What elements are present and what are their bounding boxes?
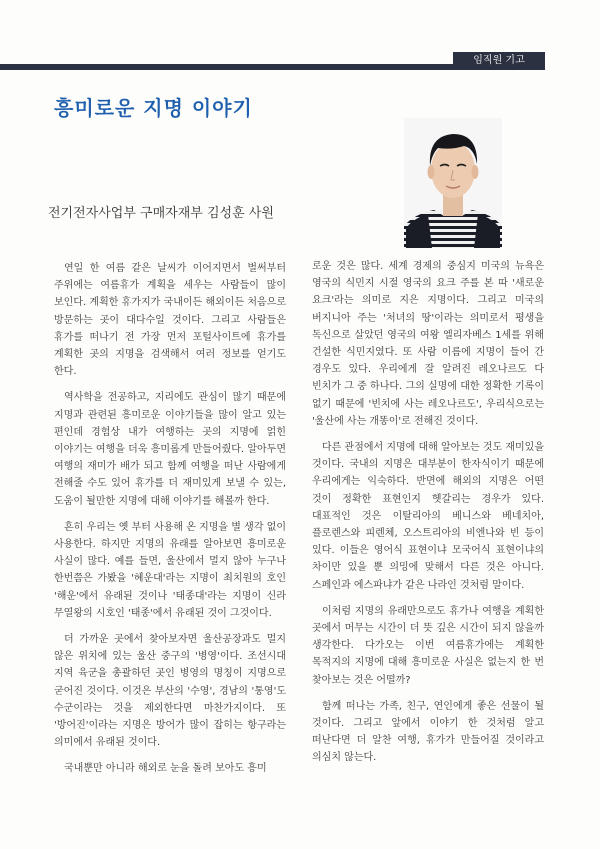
- paragraph: 로운 것은 많다. 세계 경제의 중심지 미국의 뉴욕은 영국의 식민지 시절 영국의 요크 주를 본 따 '새로운 요크'라는 의미로 지은 지명이다. 그리고 미국의 버지니아 주는 '처녀의 땅'이라는 의미로서 평생을 독신으로 살았던 영국의 여왕 엘리자베스 1세를 위해 건설한 식민지였다. 또 사람 이름에 지명이 들어 간 경우도 있다. 우리에게 잘 알려진 레오나르도 다 빈치가 그 중 하나다. 그의 실명에 대한 정확한 기록이 없기 때문에 '빈치에 사는 레오나르도', 우리식으로는 '울산에 사는 개똥이'로 전해진 것이다.: [312, 261, 544, 427]
- author-photo: [404, 118, 502, 248]
- article-column-left: [54, 260, 286, 787]
- paragraph: 더 가까운 곳에서 찾아보자면 울산공장과도 멀지 않은 위치에 있는 울산 중구의 '병영'이다. 조선시대 지역 육군을 총괄하던 곳인 병영의 명칭이 지명으로 굳어진 것이다. 이것은 부산의 '수영', 경남의 '통영'도 수군이라는 것을 제외한다면 마찬가지이다. 또 '방어진'이라는 지명은 방어가 많이 잡히는 항구라는 의미에서 유래된 것이다.: [54, 634, 286, 749]
- paragraph: 이처럼 지명의 유래만으로도 휴가나 여행을 계획한 곳에서 머무는 시간이 더 뜻 깊은 시간이 되지 않을까 생각한다. 다가오는 이번 여름휴가에는 계획한 목적지의 지명에 대해 흥미로운 사실은 없는지 한 번 찾아보는 것은 어떨까?: [312, 605, 544, 686]
- paragraph: 함께 떠나는 가족, 친구, 연인에게 좋은 선물이 될 것이다. 그리고 앞에서 이야기 한 것처럼 알고 떠난다면 더 알찬 여행, 휴가가 만들어질 것이라고 의심치 않는다.: [312, 700, 544, 764]
- paragraph: 연일 한 여름 같은 날씨가 이어지면서 벌써부터 주위에는 여름휴가 계획을 세우는 사람들이 많이 보인다. 계획한 휴가지가 국내이든 해외이든 처음으로 방문하는 곳이 대다수일 것이다. 그리고 사람들은 휴가를 떠나기 전 가장 먼저 포털사이트에 휴가를 계획한 곳의 지명을 검색해서 여러 정보를 얻기도 한다.: [54, 263, 286, 378]
- author-byline: 전기전자사업부 구매자재부 김성훈 사원: [48, 206, 274, 221]
- paragraph: 역사학을 전공하고, 지리에도 관심이 많기 때문에 지명과 관련된 흥미로운 이야기들을 많이 알고 있는 편인데 경험상 내가 여행하는 곳의 지명에 얽힌 이야기는 여행을 더욱 흥미롭게 만들어줬다. 알아두면 여행의 재미가 배가 되고 함께 여행을 떠난 사람에게 전해줄 수도 있어 휴가를 더 재미있게 보낼 수 있는, 도움이 될만한 지명에 대해 이야기를 해볼까 한다.: [54, 392, 286, 507]
- paragraph: 국내뿐만 아니라 해외로 눈을 돌려 보아도 흥미: [64, 763, 267, 775]
- paragraph: 흔히 우리는 옛 부터 사용해 온 지명을 별 생각 없이 사용한다. 하지만 지명의 유래를 알아보면 흥미로운 사실이 많다. 예를 들면, 울산에서 멀지 않아 누구나 한번쯤은 가봤을 '혜운대'라는 지명이 최치원의 호인 '해운'에서 유래된 것이나 '태종대'라는 지명이 신라 무열왕의 시호인 '태종'에서 유래된 것이 그것이다.: [54, 521, 286, 619]
- article-column-right: [312, 258, 544, 776]
- author-portrait-icon: [404, 118, 502, 248]
- section-tag: 임직원 기고: [453, 52, 545, 70]
- article-title: 흥미로운 지명 이야기: [54, 96, 253, 120]
- paragraph: 다른 관점에서 지명에 대해 알아보는 것도 재미있을 것이다. 국내의 지명은 대부분이 한자식이기 때문에 우리에게는 익숙하다. 반면에 해외의 지명은 어떤 것이 정확한 표현인지 헷갈리는 경우가 있다. 대표적인 것은 이탈리아의 베니스와 베네치아, 플로렌스와 피렌체, 오스트리아의 비엔나와 빈 등이 있다. 이들은 영어식 표현이냐 모국어식 표현이냐의 차이만 있을 뿐 의밍에 맞해서 다른 것은 아니다. 스페인과 에스파냐가 같은 나라인 것처럼 말이다.: [312, 442, 544, 591]
